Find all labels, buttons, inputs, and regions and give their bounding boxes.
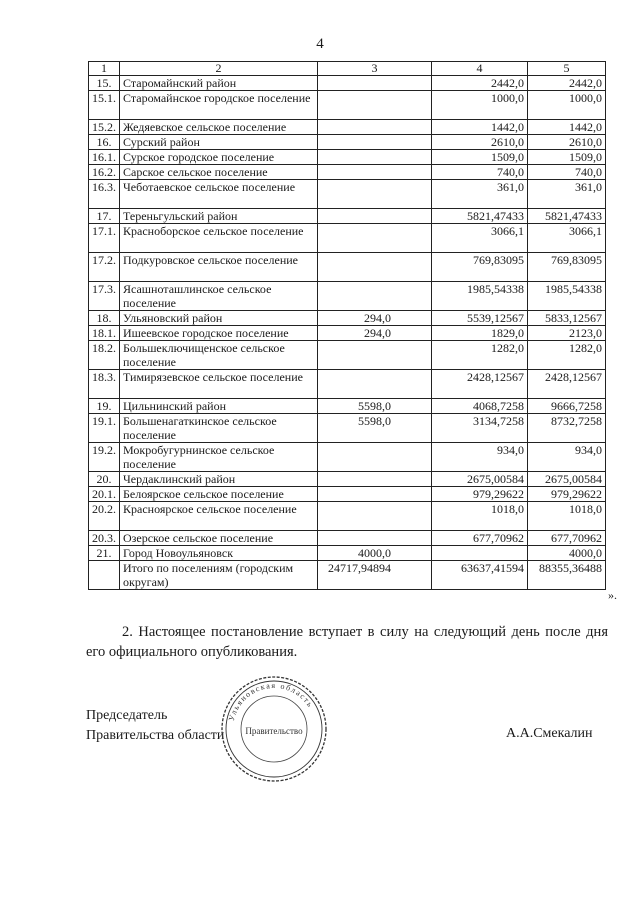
- table-row: [89, 180, 606, 209]
- column-3-value-cell: [318, 150, 432, 165]
- settlement-name-cell: Большенагаткинское сельское поселение: [120, 414, 318, 443]
- closing-quote: ».: [608, 588, 617, 602]
- column-4-value-cell: 1829,0: [432, 326, 528, 341]
- row-number-cell: 19.2.: [89, 443, 120, 472]
- settlement-name-cell: Озерское сельское поселение: [120, 531, 318, 546]
- row-number-cell: 16.1.: [89, 150, 120, 165]
- column-4-value-cell: 2428,12567: [432, 370, 528, 399]
- table-row: [89, 135, 606, 150]
- column-4-value-cell: 934,0: [432, 443, 528, 472]
- column-3-value-cell: [318, 502, 432, 531]
- column-3-value-cell: [318, 531, 432, 546]
- column-4-value-cell: 1000,0: [432, 91, 528, 120]
- table-row: [89, 120, 606, 135]
- column-4-value-cell: 2675,00584: [432, 472, 528, 487]
- column-5-value-cell: 2442,0: [528, 76, 606, 91]
- column-3-value-cell: 294,0: [318, 311, 432, 326]
- column-4-value-cell: 4068,7258: [432, 399, 528, 414]
- column-4-value-cell: 5539,12567: [432, 311, 528, 326]
- settlement-name-cell: Ишеевское городское поселение: [120, 326, 318, 341]
- table-row: [89, 311, 606, 326]
- header-cell: 2: [120, 62, 318, 76]
- row-number-cell: 20.3.: [89, 531, 120, 546]
- column-3-value-cell: [318, 282, 432, 311]
- row-number-cell: 20.1.: [89, 487, 120, 502]
- column-5-value-cell: 9666,7258: [528, 399, 606, 414]
- column-3-value-cell: [318, 443, 432, 472]
- table-row: [89, 414, 606, 443]
- column-3-value-cell: [318, 180, 432, 209]
- column-5-value-cell: 2675,00584: [528, 472, 606, 487]
- column-4-value-cell: 2442,0: [432, 76, 528, 91]
- column-5-value-cell: 3066,1: [528, 224, 606, 253]
- effective-date-paragraph: 2. Настоящее постановление вступает в силу на следующий день после дня его официального опубликования.: [86, 624, 608, 660]
- column-3-value-cell: 4000,0: [318, 546, 432, 561]
- table-row: [89, 253, 606, 282]
- column-5-value-cell: 979,29622: [528, 487, 606, 502]
- row-number-cell: 18.2.: [89, 341, 120, 370]
- table-row: [89, 472, 606, 487]
- settlement-name-cell: Мокробугурнинское сельское поселение: [120, 443, 318, 472]
- table-row: [89, 209, 606, 224]
- svg-text:Ульяновская область: [227, 681, 316, 722]
- column-3-value-cell: [318, 224, 432, 253]
- row-number-cell: 18.3.: [89, 370, 120, 399]
- column-5-value-cell: 2123,0: [528, 326, 606, 341]
- row-number-cell: 16.: [89, 135, 120, 150]
- column-4-value-cell: [432, 546, 528, 561]
- settlement-name-cell: Жедяевское сельское поселение: [120, 120, 318, 135]
- seal-inner-text: Правительство: [245, 726, 303, 736]
- row-number-cell: 16.3.: [89, 180, 120, 209]
- settlement-name-cell: Тереньгульский район: [120, 209, 318, 224]
- column-5-value-cell: 88355,36488: [528, 561, 606, 590]
- column-5-value-cell: 934,0: [528, 443, 606, 472]
- column-3-value-cell: [318, 341, 432, 370]
- settlement-name-cell: Большеключищенское сельское поселение: [120, 341, 318, 370]
- settlement-name-cell: Чеботаевское сельское поселение: [120, 180, 318, 209]
- table-row: [89, 487, 606, 502]
- column-4-value-cell: 769,83095: [432, 253, 528, 282]
- row-number-cell: 17.: [89, 209, 120, 224]
- column-3-value-cell: [318, 253, 432, 282]
- table-row: [89, 326, 606, 341]
- table-row: [89, 282, 606, 311]
- row-number-cell: 20.2.: [89, 502, 120, 531]
- column-4-value-cell: 3134,7258: [432, 414, 528, 443]
- table-row: [89, 370, 606, 399]
- column-5-value-cell: 2428,12567: [528, 370, 606, 399]
- settlement-name-cell: Сарское сельское поселение: [120, 165, 318, 180]
- row-number-cell: 18.1.: [89, 326, 120, 341]
- table-row: [89, 502, 606, 531]
- settlement-name-cell: Чердаклинский район: [120, 472, 318, 487]
- signatory-title-line-1: Председатель: [86, 708, 168, 723]
- column-5-value-cell: 1018,0: [528, 502, 606, 531]
- settlement-name-cell: Подкуровское сельское поселение: [120, 253, 318, 282]
- column-4-value-cell: 677,70962: [432, 531, 528, 546]
- row-number-cell: 16.2.: [89, 165, 120, 180]
- row-number-cell: 17.3.: [89, 282, 120, 311]
- column-5-value-cell: 8732,7258: [528, 414, 606, 443]
- total-row: [89, 561, 606, 590]
- row-number-cell: 19.1.: [89, 414, 120, 443]
- settlement-name-cell: Красноярское сельское поселение: [120, 502, 318, 531]
- column-3-value-cell: [318, 135, 432, 150]
- settlement-name-cell: Ульяновский район: [120, 311, 318, 326]
- settlement-name-cell: Красноборское сельское поселение: [120, 224, 318, 253]
- row-number-cell: 17.1.: [89, 224, 120, 253]
- column-5-value-cell: 677,70962: [528, 531, 606, 546]
- column-4-value-cell: 1018,0: [432, 502, 528, 531]
- table-row: [89, 531, 606, 546]
- row-number-cell: [89, 561, 120, 590]
- funding-table: [88, 61, 606, 590]
- column-5-value-cell: 1000,0: [528, 91, 606, 120]
- table-row: [89, 224, 606, 253]
- column-5-value-cell: 1282,0: [528, 341, 606, 370]
- column-4-value-cell: 1509,0: [432, 150, 528, 165]
- row-number-cell: 18.: [89, 311, 120, 326]
- column-5-value-cell: 2610,0: [528, 135, 606, 150]
- settlement-name-cell: Сурское городское поселение: [120, 150, 318, 165]
- column-3-value-cell: [318, 370, 432, 399]
- settlement-name-cell: Белоярское сельское поселение: [120, 487, 318, 502]
- column-5-value-cell: 1509,0: [528, 150, 606, 165]
- table-header-row: [89, 62, 606, 76]
- column-5-value-cell: 740,0: [528, 165, 606, 180]
- signatory-title-line-2: Правительства области: [86, 728, 225, 743]
- row-number-cell: 21.: [89, 546, 120, 561]
- column-3-value-cell: [318, 209, 432, 224]
- table-row: [89, 399, 606, 414]
- settlement-name-cell: Цильнинский район: [120, 399, 318, 414]
- signatory-title: [86, 706, 224, 746]
- table-row: [89, 443, 606, 472]
- header-cell: 4: [432, 62, 528, 76]
- table-row: [89, 150, 606, 165]
- settlement-name-cell: Сурский район: [120, 135, 318, 150]
- table-row: [89, 546, 606, 561]
- column-3-value-cell: [318, 165, 432, 180]
- settlement-name-cell: Тимирязевское сельское поселение: [120, 370, 318, 399]
- table-row: [89, 76, 606, 91]
- signatory-name: А.А.Смекалин: [506, 726, 593, 741]
- column-5-value-cell: 361,0: [528, 180, 606, 209]
- settlement-name-cell: Итого по поселениям (городским округам): [120, 561, 318, 590]
- seal-outer-text: Ульяновская область: [226, 680, 316, 722]
- header-cell: 3: [318, 62, 432, 76]
- column-4-value-cell: 1985,54338: [432, 282, 528, 311]
- table-row: [89, 165, 606, 180]
- column-5-value-cell: 5833,12567: [528, 311, 606, 326]
- column-4-value-cell: 5821,47433: [432, 209, 528, 224]
- column-5-value-cell: 1442,0: [528, 120, 606, 135]
- column-4-value-cell: 2610,0: [432, 135, 528, 150]
- header-cell: 1: [89, 62, 120, 76]
- column-3-value-cell: 24717,94894: [318, 561, 432, 590]
- row-number-cell: 19.: [89, 399, 120, 414]
- row-number-cell: 20.: [89, 472, 120, 487]
- column-4-value-cell: 979,29622: [432, 487, 528, 502]
- settlement-name-cell: Старомайнский район: [120, 76, 318, 91]
- column-3-value-cell: 5598,0: [318, 399, 432, 414]
- column-3-value-cell: [318, 120, 432, 135]
- settlement-name-cell: Город Новоульяновск: [120, 546, 318, 561]
- row-number-cell: 15.2.: [89, 120, 120, 135]
- column-4-value-cell: 3066,1: [432, 224, 528, 253]
- table-row: [89, 91, 606, 120]
- column-5-value-cell: 5821,47433: [528, 209, 606, 224]
- column-4-value-cell: 361,0: [432, 180, 528, 209]
- column-4-value-cell: 63637,41594: [432, 561, 528, 590]
- column-4-value-cell: 1282,0: [432, 341, 528, 370]
- page-number: 4: [316, 36, 324, 52]
- column-3-value-cell: [318, 91, 432, 120]
- settlement-name-cell: Старомайнское городское поселение: [120, 91, 318, 120]
- column-4-value-cell: 740,0: [432, 165, 528, 180]
- official-seal: [219, 674, 329, 784]
- table-row: [89, 341, 606, 370]
- column-5-value-cell: 4000,0: [528, 546, 606, 561]
- row-number-cell: 15.1.: [89, 91, 120, 120]
- column-3-value-cell: [318, 472, 432, 487]
- column-4-value-cell: 1442,0: [432, 120, 528, 135]
- column-5-value-cell: 769,83095: [528, 253, 606, 282]
- column-3-value-cell: [318, 487, 432, 502]
- column-3-value-cell: 294,0: [318, 326, 432, 341]
- row-number-cell: 15.: [89, 76, 120, 91]
- row-number-cell: 17.2.: [89, 253, 120, 282]
- settlement-name-cell: Ясашноташлинское сельское поселение: [120, 282, 318, 311]
- column-3-value-cell: 5598,0: [318, 414, 432, 443]
- column-5-value-cell: 1985,54338: [528, 282, 606, 311]
- column-3-value-cell: [318, 76, 432, 91]
- header-cell: 5: [528, 62, 606, 76]
